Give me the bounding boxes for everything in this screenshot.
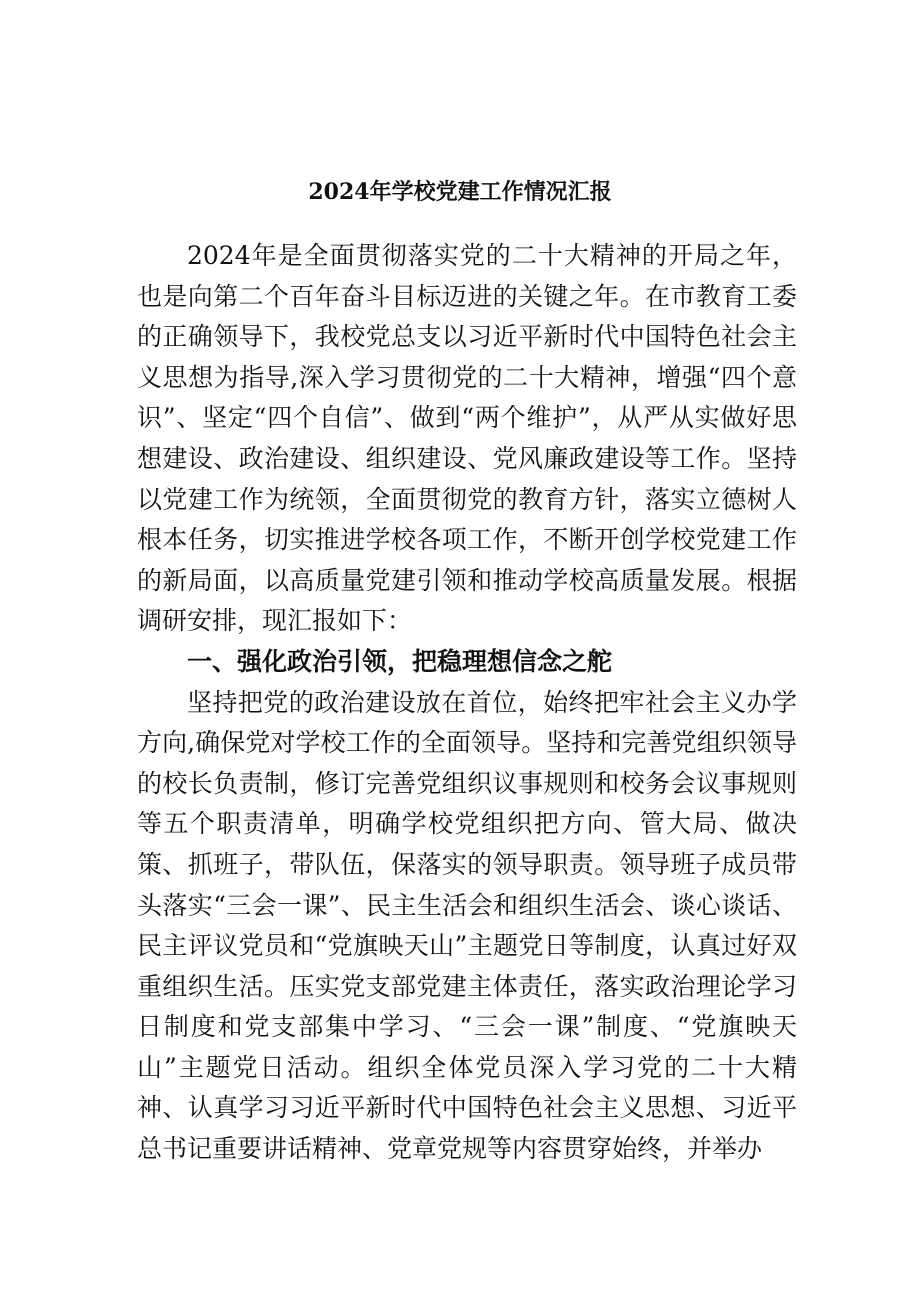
section-paragraph: 坚持把党的政治建设放在首位，始终把牢社会主义办学方向,确保党对学校工作的全面领导。坚持和完善党组织领导的校长负责制，修订完善党组织议事规则和校务会议事规则等五个职责清单，明确学校党组织把方向、管大局、做决策、抓班子，带队伍，保落实的领导职责。领导班子成员带头落实“三会一课”、民主生活会和组织生活会、谈心谈话、民主评议党员和“党旗映天山”主题党日等制度，认真过好双重组织生活。压实党支部党建主体责任，落实政治理论学习日制度和党支部集中学习、“三会一课”制度、“党旗映天山”主题党日活动。组织全体党员深入学习党的二十大精神、认真学习习近平新时代中国特色社会主义思想、习近平总书记重要讲话精神、党章党规等内容贯穿始终，并举办	[137, 687, 797, 1164]
document-body	[137, 236, 797, 1170]
section-heading: 一、强化政治引领，把稳理想信念之舵	[187, 646, 613, 676]
document-title: 2024年学校党建工作情况汇报	[308, 179, 612, 205]
intro-paragraph: 2024年是全面贯彻落实党的二十大精神的开局之年，也是向第二个百年奋斗目标迈进的关键之年。在市教育工委的正确领导下，我校党总支以习近平新时代中国特色社会主义思想为指导,深入学习贯彻党的二十大精神，增强“四个意识”、坚定“四个自信”、做到“两个维护”，从严从实做好思想建设、政治建设、组织建设、党风廉政建设等工作。坚持以党建工作为统领，全面贯彻党的教育方针，落实立德树人根本任务，切实推进学校各项工作，不断开创学校党建工作的新局面，以高质量党建引领和推动学校高质量发展。根据调研安排，现汇报如下：	[137, 241, 797, 636]
